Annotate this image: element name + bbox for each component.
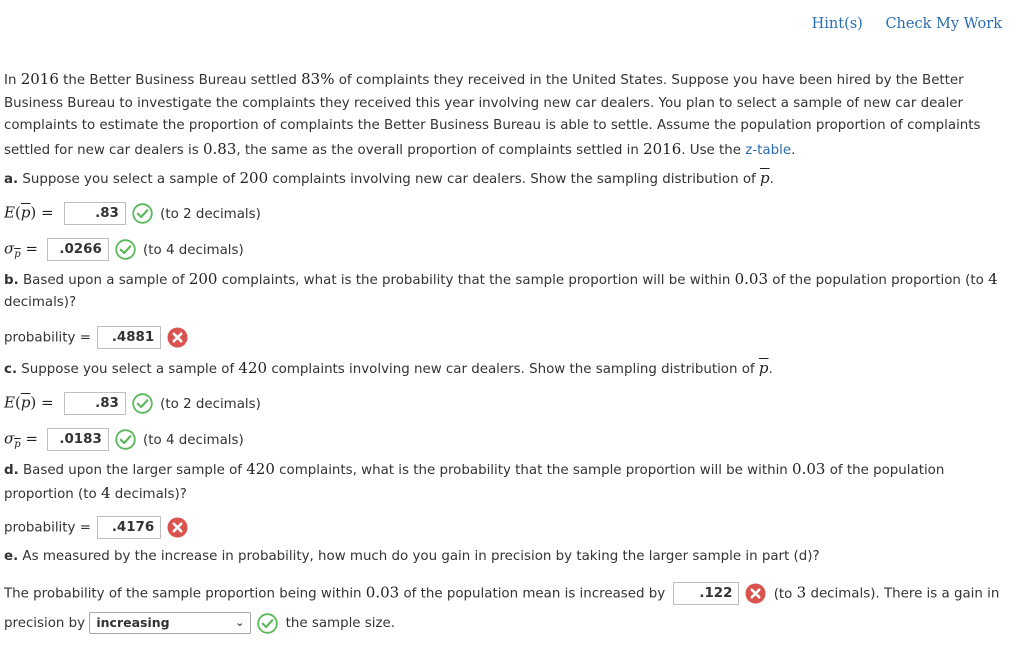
answer-c-sigma-row: $\sigma_{\overline{p}} = .0183$ (to 4 decimals) xyxy=(4,429,244,451)
probability-input-d[interactable]: .4176 xyxy=(97,516,161,539)
question-b: b. Based upon a sample of 200 complaints, what is the probability that the sample proportion will be within 0.03 of the population proportion (to 4 decimals)? xyxy=(4,270,998,310)
answer-a-expected-row: $E(\overline{p}) = .83$ (to 2 decimals) xyxy=(4,202,261,225)
std-error-input-c[interactable]: .0183 xyxy=(47,428,109,451)
question-a: a. Suppose you select a sample of 200 complaints involving new car dealers. Show the sampling distribution of $\overline{p}$. xyxy=(4,169,774,187)
correct-check-icon xyxy=(132,393,153,414)
problem-intro: In 2016 the Better Business Bureau settled 83% of complaints they received in the United States. Suppose you have been hired by the Better Business Bureau to investigate the complaints they received this year involving new car dealers. You plan to select a sample of new car dealer complaints to estimate the proportion of complaints the Better Business Bureau is able to settle. Assume the population proportion of complaints settled for new car dealers is 0.83, the same as the overall proportion of complaints settled in 2016. Use the z-table. xyxy=(4,70,981,159)
answer-e-row-2: precision by increasing ⌄ the sample size. xyxy=(4,612,395,634)
question-d: d. Based upon the larger sample of 420 complaints, what is the probability that the sample proportion will be within 0.03 of the population proportion (to 4 decimals)? xyxy=(4,460,945,502)
answer-a-sigma-row: $\sigma_{\overline{p}} = .0266$ (to 4 decimals) xyxy=(4,239,244,261)
incorrect-x-icon xyxy=(167,517,188,538)
correct-check-icon xyxy=(257,613,278,634)
precision-increase-input[interactable]: .122 xyxy=(673,582,739,605)
top-links xyxy=(794,16,1002,32)
z-table-link[interactable]: z-table xyxy=(745,143,792,159)
hints-link[interactable]: Hint(s) xyxy=(811,16,863,32)
correct-check-icon xyxy=(132,203,153,224)
std-error-input-a[interactable]: .0266 xyxy=(47,238,109,261)
probability-input-b[interactable]: .4881 xyxy=(97,326,161,349)
expected-value-input-a[interactable]: .83 xyxy=(64,202,126,225)
precision-select[interactable]: increasing ⌄ xyxy=(89,612,251,634)
incorrect-x-icon xyxy=(745,583,766,604)
chevron-down-icon: ⌄ xyxy=(235,616,245,629)
incorrect-x-icon xyxy=(167,327,188,348)
correct-check-icon xyxy=(115,429,136,450)
question-e: e. As measured by the increase in probability, how much do you gain in precision by taking the larger sample in part (d)? xyxy=(4,549,820,564)
check-my-work-link[interactable]: Check My Work xyxy=(885,16,1002,32)
answer-d-row: probability = .4176 xyxy=(4,516,188,539)
expected-value-input-c[interactable]: .83 xyxy=(64,392,126,415)
answer-b-row: probability = .4881 xyxy=(4,326,188,349)
question-c: c. Suppose you select a sample of 420 complaints involving new car dealers. Show the sampling distribution of $\overline{p}$. xyxy=(4,359,773,377)
answer-e-row-1: The probability of the sample proportion being within 0.03 of the population mean is increased by .122 (to 3 decimals). There is a gain in xyxy=(4,582,999,605)
answer-c-expected-row: $E(\overline{p}) = .83$ (to 2 decimals) xyxy=(4,392,261,415)
correct-check-icon xyxy=(115,239,136,260)
